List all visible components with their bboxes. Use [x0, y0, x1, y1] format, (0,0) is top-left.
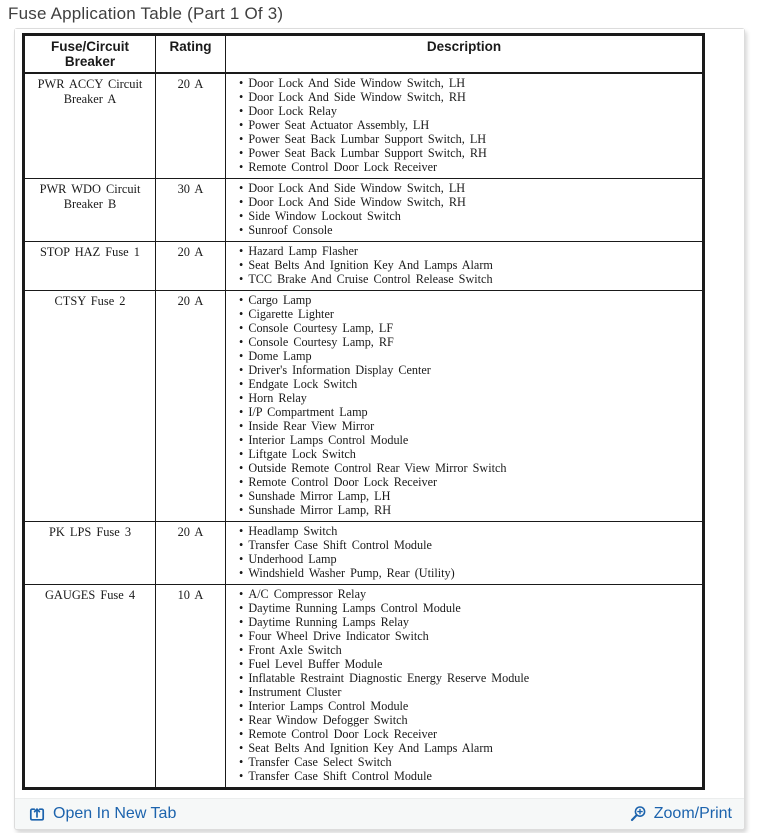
description-item: • Headlamp Switch: [239, 524, 698, 538]
description-item: • Remote Control Door Lock Receiver: [239, 727, 698, 741]
description-item: • Interior Lamps Control Module: [239, 699, 698, 713]
zoom-magnifier-plus-icon: [628, 805, 647, 824]
description-item: • Rear Window Defogger Switch: [239, 713, 698, 727]
fuse-name-cell: STOP HAZ Fuse 1: [24, 242, 156, 291]
description-item: • Remote Control Door Lock Receiver: [239, 160, 698, 174]
fuse-name-cell: CTSY Fuse 2: [24, 291, 156, 522]
description-list: [226, 585, 702, 787]
description-item: • Daytime Running Lamps Control Module: [239, 601, 698, 615]
description-cell: [226, 522, 704, 585]
description-cell: [226, 585, 704, 789]
description-item: • Sunroof Console: [239, 223, 698, 237]
description-item: • Fuel Level Buffer Module: [239, 657, 698, 671]
description-item: • Door Lock And Side Window Switch, RH: [239, 195, 698, 209]
description-cell: [226, 179, 704, 242]
fuse-name-cell: PWR ACCY Circuit Breaker A: [24, 73, 156, 179]
description-item: • Side Window Lockout Switch: [239, 209, 698, 223]
fuse-table-body: [24, 73, 704, 789]
viewer-footer-toolbar: [15, 798, 744, 829]
rating-cell: 20 A: [156, 73, 226, 179]
description-item: • Cigarette Lighter: [239, 307, 698, 321]
scanned-document-area: [15, 29, 744, 798]
table-row: [24, 522, 704, 585]
fuse-name-cell: GAUGES Fuse 4: [24, 585, 156, 789]
table-row: [24, 585, 704, 789]
description-list: [226, 522, 702, 584]
description-item: • Liftgate Lock Switch: [239, 447, 698, 461]
description-item: • Transfer Case Select Switch: [239, 755, 698, 769]
description-item: • Cargo Lamp: [239, 293, 698, 307]
description-item: • Front Axle Switch: [239, 643, 698, 657]
description-item: • Door Lock Relay: [239, 104, 698, 118]
page-title: Fuse Application Table (Part 1 Of 3): [8, 4, 284, 23]
open-in-new-tab-button[interactable]: [28, 805, 176, 823]
description-item: • Power Seat Back Lumbar Support Switch, RH: [239, 146, 698, 160]
rating-cell: 10 A: [156, 585, 226, 789]
table-row: [24, 242, 704, 291]
description-item: • Outside Remote Control Rear View Mirror Switch: [239, 461, 698, 475]
fuse-name-cell: PWR WDO Circuit Breaker B: [24, 179, 156, 242]
description-item: • Windshield Washer Pump, Rear (Utility): [239, 566, 698, 580]
description-item: • Door Lock And Side Window Switch, RH: [239, 90, 698, 104]
fuse-name-cell: PK LPS Fuse 3: [24, 522, 156, 585]
description-item: • Power Seat Actuator Assembly, LH: [239, 118, 698, 132]
fuse-application-table: [22, 33, 705, 790]
column-header-description: Description: [226, 35, 704, 74]
description-item: • Driver's Information Display Center: [239, 363, 698, 377]
zoom-print-label: Zoom/Print: [653, 805, 732, 822]
table-row: [24, 73, 704, 179]
open-in-new-tab-icon: [28, 806, 46, 823]
description-item: • Seat Belts And Ignition Key And Lamps Alarm: [239, 258, 698, 272]
description-item: • Interior Lamps Control Module: [239, 433, 698, 447]
description-item: • Underhood Lamp: [239, 552, 698, 566]
description-cell: [226, 242, 704, 291]
zoom-print-button[interactable]: [628, 805, 732, 824]
description-item: • TCC Brake And Cruise Control Release Switch: [239, 272, 698, 286]
table-row: [24, 291, 704, 522]
description-item: • Door Lock And Side Window Switch, LH: [239, 76, 698, 90]
description-item: • Remote Control Door Lock Receiver: [239, 475, 698, 489]
description-item: • Transfer Case Shift Control Module: [239, 769, 698, 783]
description-list: [226, 242, 702, 290]
rating-cell: 20 A: [156, 291, 226, 522]
description-cell: [226, 291, 704, 522]
description-item: • Transfer Case Shift Control Module: [239, 538, 698, 552]
description-item: • Instrument Cluster: [239, 685, 698, 699]
open-in-new-tab-label: Open In New Tab: [53, 805, 177, 822]
table-header-row: [24, 35, 704, 74]
description-item: • Hazard Lamp Flasher: [239, 244, 698, 258]
description-item: • Power Seat Back Lumbar Support Switch, LH: [239, 132, 698, 146]
description-item: • A/C Compressor Relay: [239, 587, 698, 601]
description-item: • Daytime Running Lamps Relay: [239, 615, 698, 629]
description-item: • Console Courtesy Lamp, LF: [239, 321, 698, 335]
description-cell: [226, 73, 704, 179]
rating-cell: 20 A: [156, 522, 226, 585]
column-header-fuse-circuit-breaker: Fuse/Circuit Breaker: [24, 35, 156, 74]
description-list: [226, 291, 702, 521]
rating-cell: 20 A: [156, 242, 226, 291]
rating-cell: 30 A: [156, 179, 226, 242]
description-item: • Inflatable Restraint Diagnostic Energy Reserve Module: [239, 671, 698, 685]
description-item: • Sunshade Mirror Lamp, LH: [239, 489, 698, 503]
description-item: • Seat Belts And Ignition Key And Lamps Alarm: [239, 741, 698, 755]
description-item: • Horn Relay: [239, 391, 698, 405]
table-row: [24, 179, 704, 242]
description-item: • Sunshade Mirror Lamp, RH: [239, 503, 698, 517]
document-viewer-card: [14, 28, 745, 830]
description-item: • Door Lock And Side Window Switch, LH: [239, 181, 698, 195]
description-item: • I/P Compartment Lamp: [239, 405, 698, 419]
description-item: • Four Wheel Drive Indicator Switch: [239, 629, 698, 643]
description-item: • Inside Rear View Mirror: [239, 419, 698, 433]
description-list: [226, 179, 702, 241]
column-header-rating: Rating: [156, 35, 226, 74]
description-item: • Dome Lamp: [239, 349, 698, 363]
description-item: • Endgate Lock Switch: [239, 377, 698, 391]
description-list: [226, 74, 702, 178]
description-item: • Console Courtesy Lamp, RF: [239, 335, 698, 349]
